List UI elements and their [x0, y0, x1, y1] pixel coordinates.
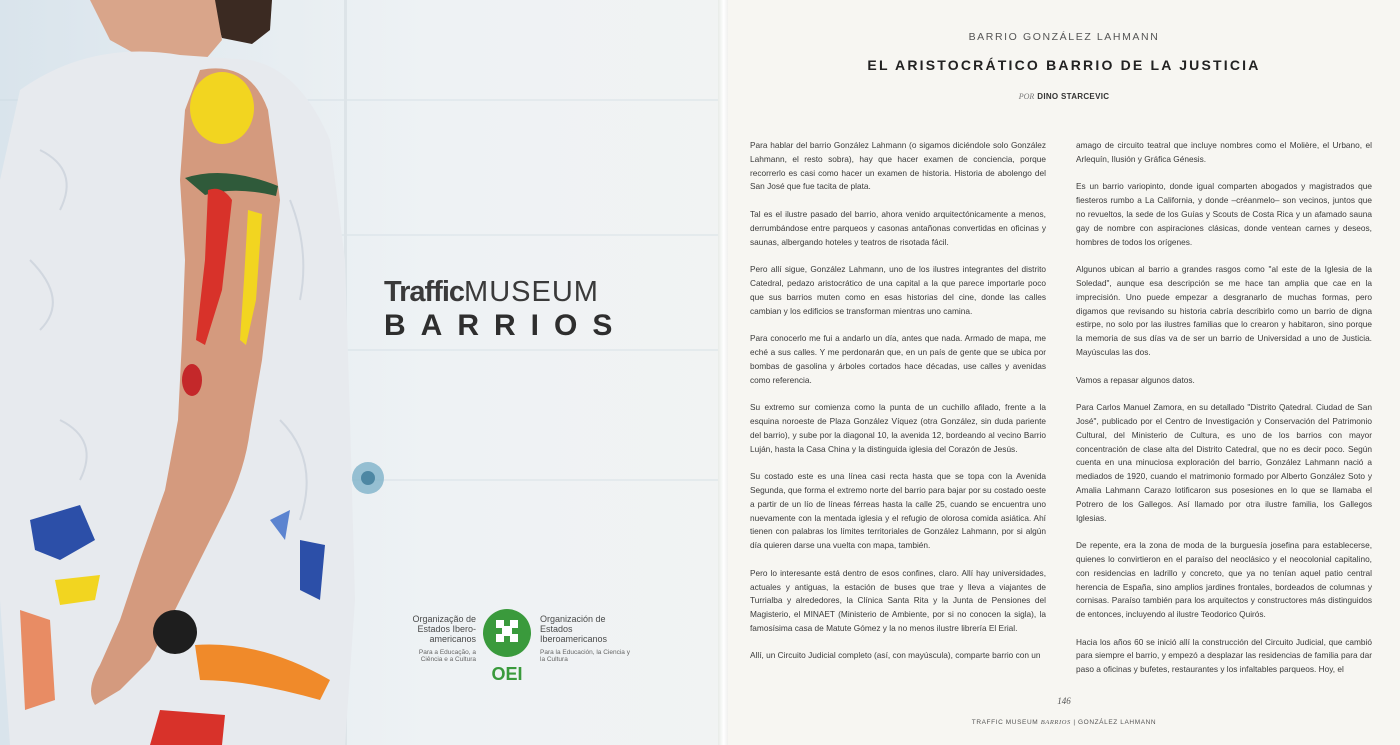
footer-section: | GONZÁLEZ LAHMANN [1073, 719, 1157, 726]
oei-spanish [540, 614, 630, 663]
byline-por: POR [1018, 92, 1035, 101]
brand-logo [384, 276, 684, 343]
oei-portuguese-name: Organização de Estados Ibero-americanos [412, 614, 476, 644]
brand-barrios: BARRIOS [384, 309, 628, 342]
footer-barrios: BARRIOS [1040, 719, 1071, 726]
byline-author: DINO STARCEVIC [1037, 92, 1110, 101]
paragraph: Para hablar del barrio González Lahmann (o sigamos diciéndole solo González Lahmann, el resto sobra), hay que hacer examen de conciencia, porque recorrerlo es casi como hacer un examen de historia. Historia de abolengo del San José que fue tacita de plata. [750, 140, 1046, 192]
paint-orange-edge [20, 610, 55, 710]
right-page [728, 0, 1400, 745]
brand-museum: MUSEUM [464, 276, 599, 308]
byline [728, 92, 1400, 101]
paragraph: Pero lo interesante está dentro de esos confines, claro. Allí hay universidades, actuales y antiguas, la estación de buses que trae y lleva a viajantes de Turrialba y alrededores, la Clínica Santa Rita y la Junta de Pensiones del Magisterio, el MINAET (Ministerio de Ambiente, por si no conocen la sigla), la famosísima casa de Matute Gómez y la no menos ilustre librería El Erial. [750, 567, 1046, 633]
paragraph: De repente, era la zona de moda de la burguesía josefina para establecerse, quienes lo convirtieron en el paraíso del neoclásico y el neocolonial capitalino, con residencias en ladrillo y concreto, que ya no tenían aquel patio central herencia de España, sino amplios jardines frontales, bordeados de columnas y cornisas. Paraíso también para los arquitectos y constructores más distinguidos de entonces, incluyendo al ilustre Teodorico Quirós. [1076, 540, 1372, 620]
paint-red-dot [182, 364, 202, 396]
paragraph: Su extremo sur comienza como la punta de un cuchillo afilado, frente a la esquina noroeste de Plaza González Víquez (otra González, sin duda pariente del barrio), y sube por la diagonal 10, la avenida 12, bordeando al vecino Barrio Luján, hasta la Casa China y la distinguida iglesia del Corazón de Jesús. [750, 402, 1046, 454]
paint-yellow-shoulder [190, 72, 254, 144]
paragraph: Tal es el ilustre pasado del barrio, ahora venido arquitectónicamente a menos, derrumbándose entre parqueos y casonas antañonas convertidas en oficinas y saunas, albergando hoteles y teatros de risotada fácil. [750, 208, 1046, 247]
paragraph: Pero allí sigue, González Lahmann, uno de los ilustres integrantes del distrito Catedral, pedazo aristocrático de una capital a la que parece importarle poco que sus barrios muten como en esas historias del cine, donde las calles cambian y los edificios se transforman mientras uno camina. [750, 264, 1046, 316]
paint-black-dot [153, 610, 197, 654]
paragraph: Allí, un Circuito Judicial completo (así, con mayúscula), comparte barrio con un [750, 650, 1041, 661]
page-number: 146 [1057, 696, 1071, 706]
oei-spanish-name: Organización de Estados Iberoamericanos [540, 614, 608, 644]
oei-globe-icon [480, 608, 534, 684]
paint-red-shirt [150, 710, 225, 745]
brand-traffic: Traffic [384, 276, 465, 308]
footer-traffic-museum: TRAFFIC MUSEUM [971, 719, 1039, 726]
oei-logo-text: OEI [491, 664, 523, 684]
section-kicker: BARRIO GONZÁLEZ LAHMANN [968, 31, 1160, 43]
paragraph: Vamos a repasar algunos datos. [1076, 374, 1195, 385]
body-column-right [1076, 139, 1372, 691]
article-headline: EL ARISTOCRÁTICO BARRIO DE LA JUSTICIA [867, 57, 1261, 73]
oei-portuguese-sub: Para a Educação, a Ciência e a Cultura [418, 649, 476, 663]
paragraph: amago de circuito teatral que incluye nombres como el Molière, el Urbano, el Arlequín, Ilusión y Gráfica Génesis. [1076, 140, 1372, 164]
cover-photo [0, 0, 400, 745]
paragraph: Es un barrio variopinto, donde igual comparten abogados y magistrados que fiesteros rumbo a La California, y donde –créanmelo– son vecinos, juntos que no revueltos, la sede de los Guías y Scouts de Costa Rica y un afamado sauna gay de nombre con aspiraciones clásicas, donde ventean carnes y deseos, hombres de todos los orígenes. [1076, 181, 1372, 247]
oei-portuguese [410, 614, 476, 663]
paragraph: Hacia los años 60 se inició allí la construcción del Circuito Judicial, que cambió para siempre el barrio, y empezó a desplazar las residencias de familia para dar paso a oficinas y bufetes, restaurantes y los infaltables parqueos. Hoy, el [1076, 636, 1372, 675]
paragraph: Para Carlos Manuel Zamora, en su detallado "Distrito Qatedral. Ciudad de San José", publicado por el Centro de Investigación y Conservación del Patrimonio Cultural, del Ministerio de Cultura, es uno de los barrios con mayor concentración de clase alta del Distrito Catedral, que no es decir poco. Según cuenta en una minuciosa exploración del barrio, González Lahmann nació a mediados de 1920, cuando el matrimonio formado por Alberto González Soto y Amalia Lahmann Carazo lotificaron sus posesiones en lo que se llamaba el Potrero de los Gallegos. Así llamado por otra ilustre familia, los Gallegos Iglesias. [1076, 402, 1372, 523]
paragraph: Para conocerlo me fui a andarlo un día, antes que nada. Armado de mapa, me eché a sus calles. Y me perdonarán que, en un país de gente que se ubica por bombas de gasolina y árboles cortados hace décadas, use calles y avenidas como referencia. [750, 333, 1046, 385]
oei-spanish-sub: Para la Educación, la Ciencia y la Cultura [540, 649, 630, 663]
paragraph: Su costado este es una línea casi recta hasta que se topa con la Avenida Segunda, que forma el extremo norte del barrio para bajar por su costado oeste a partir de un lío de líneas férreas hasta la calle 25, cuando se encuentra uno nuevamente con la mentada iglesia y el refugio de olorosa comida asiática. Ahí tienen con palabras los límites territoriales de González Lahmann, por si algún día quieren darse una vuelta con mapa, también. [750, 471, 1046, 551]
brand-line-traffic-museum [384, 276, 684, 309]
paragraph: Algunos ubican al barrio a grandes rasgos como "al este de la Iglesia de la Soledad", aunque esa descripción se me hace tan amplia que cae en la imprecisión. Uno puede empezar a desgranarlo de muchas formas, pero digamos que revisando su historia cabría describirlo como un barrio de digna estirpe, no solo por las ilustres familias que lo crearon y habitaron, sino porque la memoria de sus días va de ser un barrio de Universidad a uno de Justicia. Mayúsculas las dos. [1076, 264, 1372, 357]
running-footer [728, 719, 1400, 726]
door-knob-center [361, 471, 375, 485]
oei-logo-block [410, 604, 630, 684]
body-column-left [750, 139, 1046, 677]
